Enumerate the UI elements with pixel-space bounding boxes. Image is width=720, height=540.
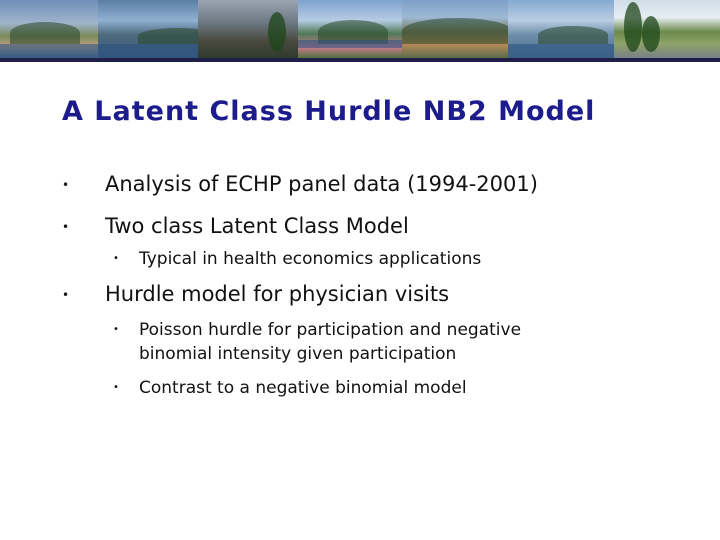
sub-bullet-marker: • [113,324,119,335]
bullet-item-3: Hurdle model for physician visits [105,282,450,306]
bullet-marker: • [62,178,70,192]
bullet-marker: • [62,220,70,234]
sub-bullet-item-2-1: Typical in health economics applications [139,249,482,269]
header-divider [0,58,720,62]
banner-photo-mountain-town [402,0,508,58]
banner-photo-lake-view [98,0,198,58]
bullet-marker: • [62,288,70,302]
banner-photo-palm-shore [614,0,720,58]
slide-title: A Latent Class Hurdle NB2 Model [62,96,596,127]
banner-photo-lake-garden [298,0,402,58]
sub-bullet-marker: • [113,253,119,264]
banner-photo-lakeside-town [0,0,98,58]
sub-bullet-item-3-2: Contrast to a negative binomial model [139,378,467,398]
bullet-item-1: Analysis of ECHP panel data (1994-2001) [105,172,538,196]
banner-photo-promenade [198,0,298,58]
banner-photo-harbor [508,0,614,58]
sub-bullet-marker: • [113,382,119,393]
bullet-item-2: Two class Latent Class Model [105,214,409,238]
sub-bullet-item-3-1: Poisson hurdle for participation and negative binomial intensity given participation [139,320,522,364]
header-photo-banner [0,0,720,58]
